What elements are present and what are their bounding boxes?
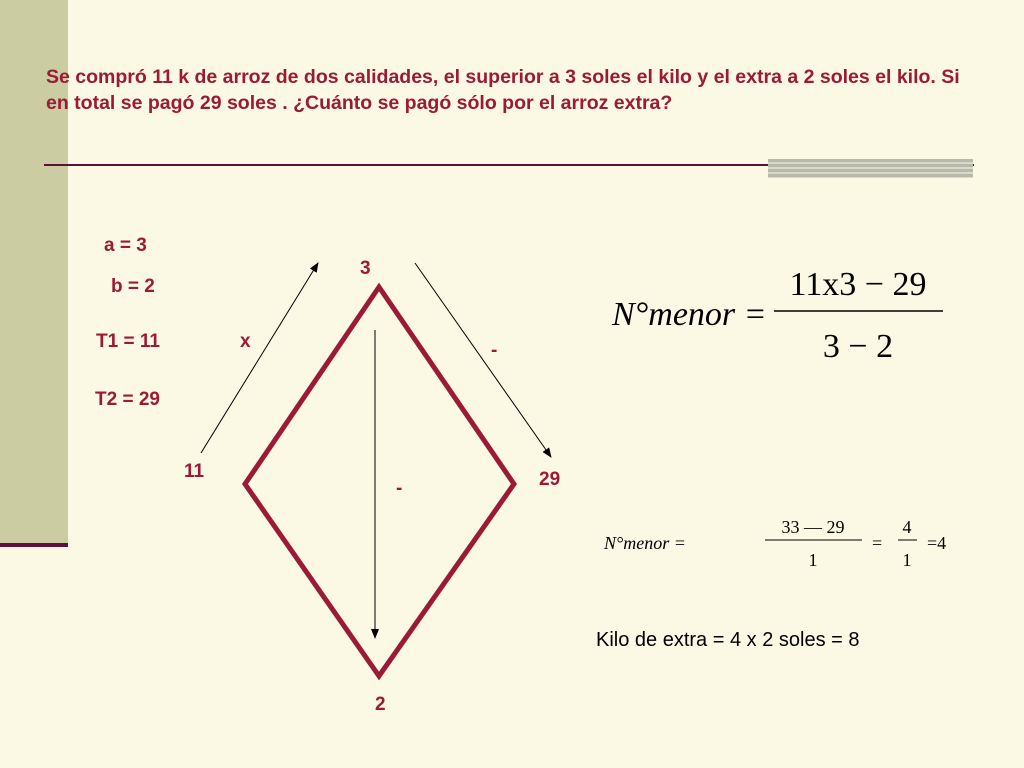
problem-statement: Se compró 11 k de arroz de dos calidades, el superior a 3 soles el kilo y el extra a 2 soles el kilo. Si en total se pagó 29 soles . ¿Cuánto se pagó sólo por el arroz extra? (46, 66, 960, 114)
formula2-result: =4 (927, 533, 947, 553)
formula2-frac1-numerator: 33 — 29 (781, 517, 845, 537)
formula2-frac2-numerator: 4 (902, 517, 912, 537)
formula1-denominator: 3 − 2 (822, 328, 894, 365)
formula2-frac2-denominator: 1 (902, 550, 912, 570)
formula2-equals: = (872, 533, 883, 553)
var-b: b = 2 (111, 276, 155, 297)
var-t1: T1 = 11 (96, 331, 160, 352)
var-a: a = 3 (104, 235, 147, 256)
rhombus-shape (245, 287, 514, 676)
vertex-top-label: 3 (360, 258, 371, 279)
formula2-lhs: N°menor = (604, 533, 686, 553)
arrow-left-up (201, 263, 318, 453)
operation-minus-right-label: - (491, 340, 498, 361)
formula2-frac1-denominator: 1 (808, 550, 818, 570)
vertex-left-label: 11 (184, 461, 205, 482)
vertex-right-label: 29 (539, 469, 561, 490)
vertex-bottom-label: 2 (375, 694, 386, 715)
formula1-numerator: 11x3 − 29 (789, 266, 927, 303)
operation-minus-center-label: - (396, 478, 403, 499)
result-text: Kilo de extra = 4 x 2 soles = 8 (596, 629, 860, 651)
formula1-lhs: N°menor = (612, 296, 767, 333)
var-t2: T2 = 29 (95, 389, 160, 410)
arrow-right-down (415, 263, 551, 457)
operation-multiply-label: x (240, 331, 251, 352)
